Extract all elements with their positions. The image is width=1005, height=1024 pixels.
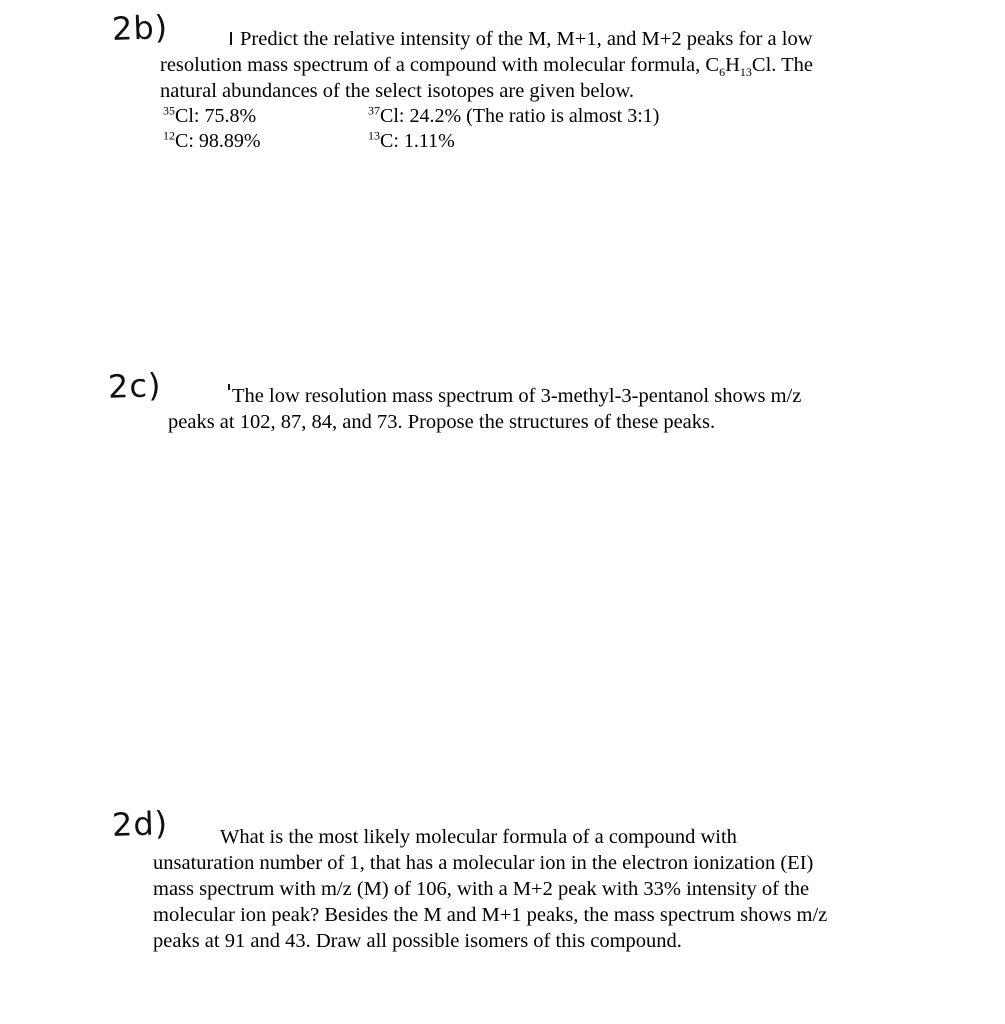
isotope-c13-value: C: 1.11%: [380, 130, 455, 152]
isotope-cl35-value: Cl: 75.8%: [175, 105, 257, 127]
isotope-cl37-value: Cl: 24.2% (The ratio is almost 3:1): [380, 105, 660, 127]
question-2c-label: 2c): [107, 366, 163, 406]
question-2b-line-1: Predict the relative intensity of the M, M+1, and M+2 peaks for a low: [240, 28, 813, 50]
formula-c-subscript: 6: [719, 65, 726, 80]
isotope-cl37-mass: 37: [368, 103, 380, 118]
question-2d-line-2: unsaturation number of 1, that has a molecular ion in the electron ionization (EI): [153, 852, 814, 874]
question-2c-line-1: The low resolution mass spectrum of 3-methyl-3-pentanol shows m/z: [232, 385, 802, 407]
isotope-c12-value: C: 98.89%: [175, 130, 261, 152]
question-2b-line-2: [160, 52, 813, 78]
question-2d-line-1: What is the most likely molecular formula of a compound with: [220, 826, 737, 848]
question-2d-label: 2d): [111, 804, 169, 844]
formula-h: H: [725, 54, 740, 76]
isotope-c13-mass: 13: [368, 128, 380, 143]
isotope-c13: [368, 129, 455, 153]
isotope-c12-mass: 12: [163, 128, 175, 143]
question-2b-line-3: natural abundances of the select isotopes are given below.: [160, 80, 634, 102]
question-2d-line-5: peaks at 91 and 43. Draw all possible isomers of this compound.: [153, 930, 682, 952]
question-2d-text: [153, 824, 827, 954]
formula-rest: Cl. The: [751, 54, 814, 76]
question-2c-text: [168, 383, 801, 435]
question-2d-line-4: molecular ion peak? Besides the M and M+1 peaks, the mass spectrum shows m/z: [153, 904, 828, 926]
question-2b-label: 2b): [111, 8, 169, 48]
question-2b-line-2-text: resolution mass spectrum of a compound with molecular formula, C: [160, 54, 720, 76]
isotope-cl37: [368, 104, 659, 128]
isotope-cl35-mass: 35: [163, 103, 175, 118]
formula-h-subscript: 13: [739, 65, 752, 80]
question-2b-text: [160, 26, 813, 104]
question-2d-line-3: mass spectrum with m/z (M) of 106, with a M+2 peak with 33% intensity of the: [153, 878, 810, 900]
isotope-c12: [163, 129, 261, 153]
isotope-cl35: [163, 104, 256, 128]
question-2c-line-2: peaks at 102, 87, 84, and 73. Propose the structures of these peaks.: [168, 411, 716, 433]
